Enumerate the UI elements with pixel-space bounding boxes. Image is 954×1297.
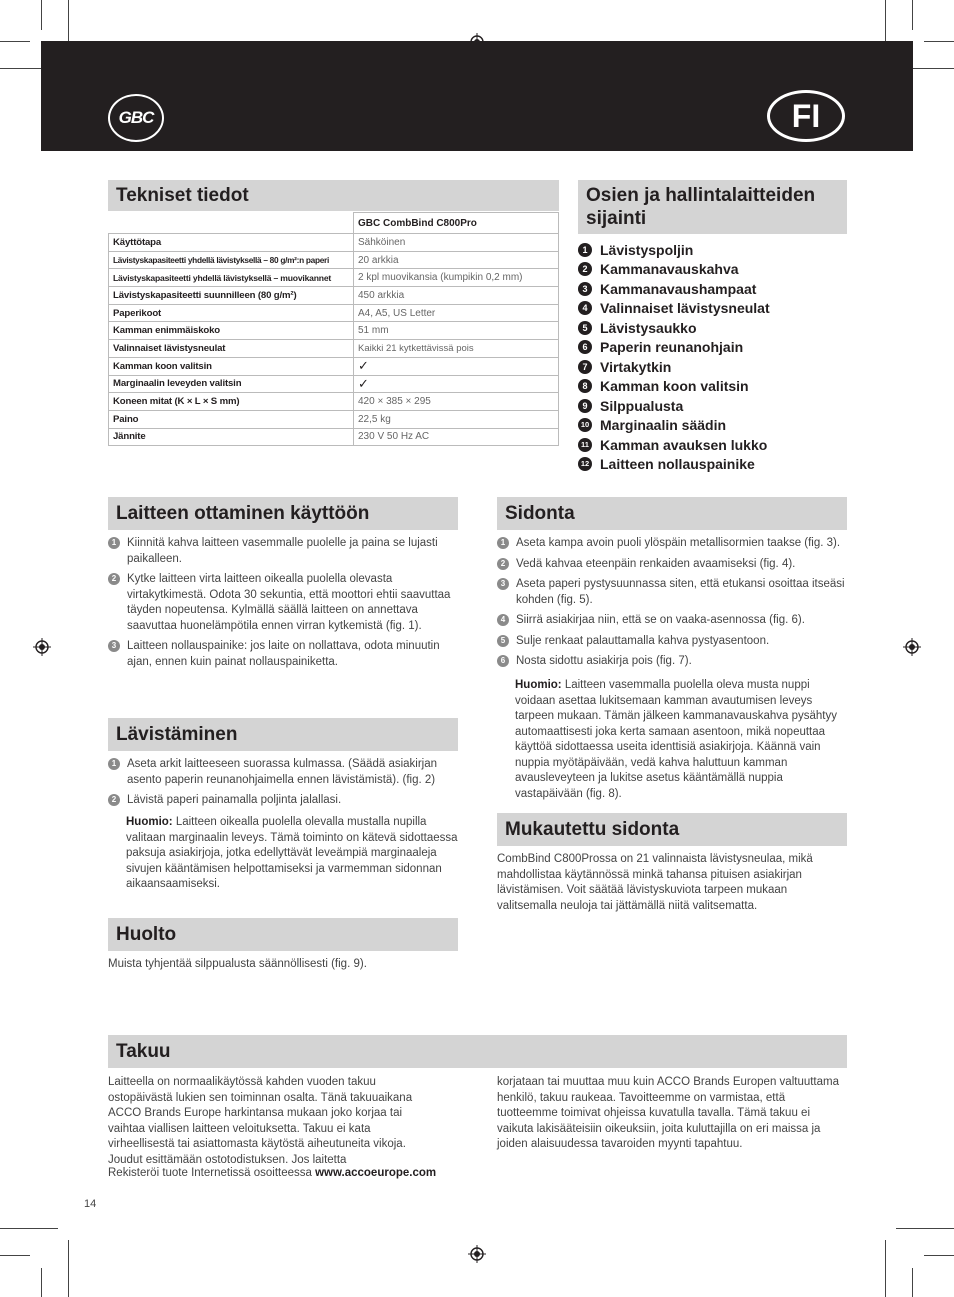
spec-label: Lävistyskapasiteetti yhdellä lävistyksellä – muovikannet — [109, 269, 354, 287]
spec-value: 420 × 385 × 295 — [354, 393, 559, 411]
list-item — [497, 557, 847, 573]
number-badge: 6 — [578, 340, 592, 354]
crop-mark — [0, 1228, 58, 1229]
spec-header-empty — [109, 213, 354, 234]
part-label: Paperin reunanohjain — [600, 339, 744, 356]
step-number: 1 — [108, 537, 120, 549]
part-label: Lävistyspoljin — [600, 241, 694, 258]
list-item — [578, 318, 770, 338]
spec-value: A4, A5, US Letter — [354, 304, 559, 322]
table-row — [109, 393, 559, 411]
crop-mark — [0, 1255, 30, 1256]
number-badge: 12 — [578, 457, 592, 471]
number-badge: 11 — [578, 438, 592, 452]
parts-title — [578, 180, 847, 234]
list-item — [108, 757, 458, 788]
step-text: Aseta kampa avoin puoli ylöspäin metallisormien taakse (fig. 3). — [516, 537, 841, 549]
step-number: 3 — [108, 640, 120, 652]
table-row — [109, 428, 559, 446]
part-label: Kamman koon valitsin — [600, 378, 749, 395]
spec-label: Paino — [109, 410, 354, 428]
number-badge: 5 — [578, 321, 592, 335]
spec-label: Valinnaiset lävistysneulat — [109, 340, 354, 358]
spec-label: Marginaalin leveyden valitsin — [109, 375, 354, 393]
crop-mark — [924, 1255, 954, 1256]
list-item — [578, 435, 770, 455]
spec-value: 51 mm — [354, 322, 559, 340]
maintenance-title: Huolto — [108, 918, 458, 951]
list-item — [497, 613, 847, 629]
part-label: Lävistysaukko — [600, 319, 697, 336]
step-number: 2 — [108, 573, 120, 585]
registration-mark-icon — [468, 1245, 486, 1263]
part-label: Kammanavauskahva — [600, 261, 739, 278]
note-label: Huomio: — [515, 679, 562, 691]
spec-value: 22,5 kg — [354, 410, 559, 428]
table-row — [109, 340, 559, 358]
step-text: Kytke laitteen virta laitteen oikealla puolella olevasta virtakytkimestä. Odota 30 sekuntia, että moottori ehtii saavuttaa täyden nopeutensa. Kylmällä säällä laitteen on annettava saavuttaa huonelämpötila ennen virran kytkemistä (fig. 1). — [127, 573, 451, 632]
number-badge: 7 — [578, 360, 592, 374]
crop-mark — [41, 0, 42, 30]
spec-label: Koneen mitat (K × L × S mm) — [109, 393, 354, 411]
binding-note — [515, 678, 847, 802]
table-row — [109, 234, 559, 252]
warranty-text-left: Laitteella on normaalikäytössä kahden vuoden takuu ostopäivästä lukien sen toiminnan osalta. Tänä takuuaikana ACCO Brands Europe harkintansa mukaan joko korjaa tai vaihtaa viallisen laitteen veloituksetta. Takuu ei kata virheellisestä tai asiattomasta käytöstä aiheutuneita vikoja. Joudut esittämään ostotodistuksen. Jos laitetta — [108, 1076, 413, 1166]
step-number: 2 — [108, 794, 120, 806]
step-text: Sulje renkaat palauttamalla kahva pystyasentoon. — [516, 634, 770, 647]
table-row — [109, 375, 559, 393]
number-badge: 1 — [578, 243, 592, 257]
list-item — [578, 455, 770, 475]
warranty-text-right: korjataan tai muuttaa muu kuin ACCO Brands Europen valtuuttama henkilö, takuu raukeaa. Tavoitteemme on varmistaa, että tuotteemme toimivat ohjeissa kuvatulla tavalla. Tämä takuu ei vaikuta lakisääteisiin oikeuksiin, joita kuluttajilla on eri maissa ja joiden alaisuudessa tavaroiden myynti tapahtuu. — [497, 1076, 839, 1150]
spec-value: Kaikki 21 kytkettävissä pois — [354, 340, 559, 358]
page-number: 14 — [84, 1198, 97, 1210]
table-row — [109, 357, 559, 375]
part-label: Marginaalin säädin — [600, 417, 727, 434]
parts-list — [578, 240, 770, 474]
part-label: Valinnaiset lävistysneulat — [600, 300, 770, 317]
spec-label: Kamman koon valitsin — [109, 357, 354, 375]
spec-table — [108, 212, 559, 446]
part-label: Laitteen nollauspainike — [600, 456, 755, 473]
number-badge: 9 — [578, 399, 592, 413]
list-item — [497, 634, 847, 650]
spec-label: Jännite — [109, 428, 354, 446]
list-item — [578, 377, 770, 397]
note-text: Laitteen vasemmalla puolella oleva musta nuppi voidaan asettaa lukitsemaan kamman avautumisen leveys tarpeen mukaan. Tämän jälkeen kammanavauskahva pysähtyy automaattisesti joka kerta samaan asentoon, mikä nopeuttaa käyttöä sidottaessa useita identtisiä asiakirjoja. Käännä vain nuppia myötäpäivään, vedä kahva haluttuun kamman avausleveyteen ja lukitse asetus kääntämällä nuppia vastapäivään (fig. 8). — [515, 679, 837, 800]
step-text: Aseta arkit laitteeseen suorassa kulmassa. (Säädä asiakirjan asento paperin reunanohjaimella ennen lävistämistä). (fig. 2) — [127, 758, 438, 786]
list-item — [578, 260, 770, 280]
crop-mark — [912, 1268, 913, 1297]
spec-table-header — [109, 213, 559, 234]
crop-mark — [896, 1228, 954, 1229]
setup-title: Laitteen ottaminen käyttöön — [108, 497, 458, 530]
list-item — [108, 572, 458, 634]
check-icon: ✓ — [354, 375, 559, 393]
registration-mark-icon — [903, 638, 921, 656]
spec-label: Käyttötapa — [109, 234, 354, 252]
list-item — [578, 396, 770, 416]
crop-mark — [41, 1268, 42, 1297]
table-row — [109, 322, 559, 340]
number-badge: 4 — [578, 301, 592, 315]
list-item — [108, 536, 458, 567]
step-number: 1 — [108, 758, 120, 770]
part-label: Virtakytkin — [600, 358, 672, 375]
custom-binding-text: CombBind C800Prossa on 21 valinnaista lävistysneulaa, mikä mahdollistaa käytännössä minkä tahansa pituisen asiakirjan lävistämisen. Voit säätää lävistyskuviota tarpeen mukaan valitsemalla neuloja tai jättämällä niitä valitsematta. — [497, 853, 813, 912]
register-line — [108, 1166, 608, 1182]
punching-note — [126, 815, 458, 893]
number-badge: 2 — [578, 262, 592, 276]
step-text: Nosta sidottu asiakirja pois (fig. 7). — [516, 655, 692, 667]
step-text: Kiinnitä kahva laitteen vasemmalle puolelle ja paina se lujasti paikalleen. — [127, 537, 438, 565]
list-item — [578, 416, 770, 436]
parts-title-line: Osien ja hallintalaitteiden — [586, 185, 816, 206]
list-item — [578, 357, 770, 377]
number-badge: 10 — [578, 418, 592, 432]
step-text: Aseta paperi pystysuunnassa siten, että etukansi osoittaa itseäsi kohden (fig. 5). — [516, 578, 845, 606]
list-item — [578, 338, 770, 358]
table-row — [109, 304, 559, 322]
step-number: 1 — [497, 537, 509, 549]
step-text: Vedä kahvaa eteenpäin renkaiden avaamiseksi (fig. 4). — [516, 557, 796, 570]
list-item — [108, 793, 458, 809]
register-link[interactable]: www.accoeurope.com — [315, 1167, 437, 1179]
step-number: 4 — [497, 614, 509, 626]
warranty-title: Takuu — [108, 1035, 847, 1068]
step-number: 3 — [497, 578, 509, 590]
step-number: 2 — [497, 558, 509, 570]
list-item — [497, 577, 847, 608]
spec-label: Lävistyskapasiteetti yhdellä lävistyksellä – 80 g/m²:n paperi — [109, 251, 354, 269]
spec-value: 20 arkkia — [354, 251, 559, 269]
step-text: Laitteen nollauspainike: jos laite on nollattava, odota minuutin ajan, ennen kuin painat nollauspainiketta. — [127, 640, 440, 668]
registration-mark-icon — [33, 638, 51, 656]
table-row — [109, 251, 559, 269]
register-prefix: Rekisteröi tuote Internetissä osoitteessa — [108, 1167, 316, 1179]
spec-value: 450 arkkia — [354, 287, 559, 305]
note-label: Huomio: — [126, 816, 173, 828]
language-badge: FI — [767, 90, 845, 142]
spec-column-header: GBC CombBind C800Pro — [354, 213, 559, 234]
crop-mark — [0, 41, 30, 42]
setup-steps — [108, 536, 458, 675]
spec-label: Paperikoot — [109, 304, 354, 322]
step-text: Lävistä paperi painamalla poljinta jalallasi. — [127, 794, 342, 806]
note-text: Laitteen oikealla puolella olevalla mustalla nupilla valitaan marginaalin leveys. Tämä toiminto on kätevä sidottaessa paksuja asiakirjoja, jotka edellyttävät leveämpiä marginaaleja sivujen kääntämisen helpottamiseksi ja varmemman sidonnan aikaansaamiseksi. — [126, 816, 458, 890]
maintenance-text: Muista tyhjentää silppualusta säännöllisesti (fig. 9). — [108, 958, 367, 970]
spec-label: Kamman enimmäiskoko — [109, 322, 354, 340]
spec-value: 2 kpl muovikansia (kumpikin 0,2 mm) — [354, 269, 559, 287]
list-item — [578, 279, 770, 299]
check-icon: ✓ — [354, 357, 559, 375]
punching-steps — [108, 757, 458, 814]
list-item — [497, 654, 847, 670]
custom-binding-title: Mukautettu sidonta — [497, 813, 847, 846]
table-row — [109, 269, 559, 287]
part-label: Silppualusta — [600, 397, 684, 414]
list-item — [578, 240, 770, 260]
gbc-logo: GBC — [108, 94, 164, 142]
binding-title: Sidonta — [497, 497, 847, 530]
list-item — [578, 299, 770, 319]
punching-title: Lävistäminen — [108, 718, 458, 751]
crop-mark — [68, 1240, 69, 1297]
list-item — [108, 639, 458, 670]
list-item — [497, 536, 847, 552]
spec-value: Sähköinen — [354, 234, 559, 252]
tech-specs-title: Tekniset tiedot — [108, 180, 559, 211]
part-label: Kamman avauksen lukko — [600, 436, 768, 453]
parts-title-line: sijainti — [586, 208, 647, 229]
crop-mark — [924, 41, 954, 42]
spec-label: Lävistyskapasiteetti suunnilleen (80 g/m²) — [109, 287, 354, 305]
number-badge: 3 — [578, 282, 592, 296]
crop-mark — [885, 1240, 886, 1297]
spec-value: 230 V 50 Hz AC — [354, 428, 559, 446]
step-number: 6 — [497, 655, 509, 667]
table-row — [109, 287, 559, 305]
number-badge: 8 — [578, 379, 592, 393]
binding-steps — [497, 536, 847, 675]
part-label: Kammanavaushampaat — [600, 280, 757, 297]
crop-mark — [912, 0, 913, 30]
step-number: 5 — [497, 635, 509, 647]
step-text: Siirrä asiakirjaa niin, että se on vaaka-asennossa (fig. 6). — [516, 614, 805, 626]
table-row — [109, 410, 559, 428]
